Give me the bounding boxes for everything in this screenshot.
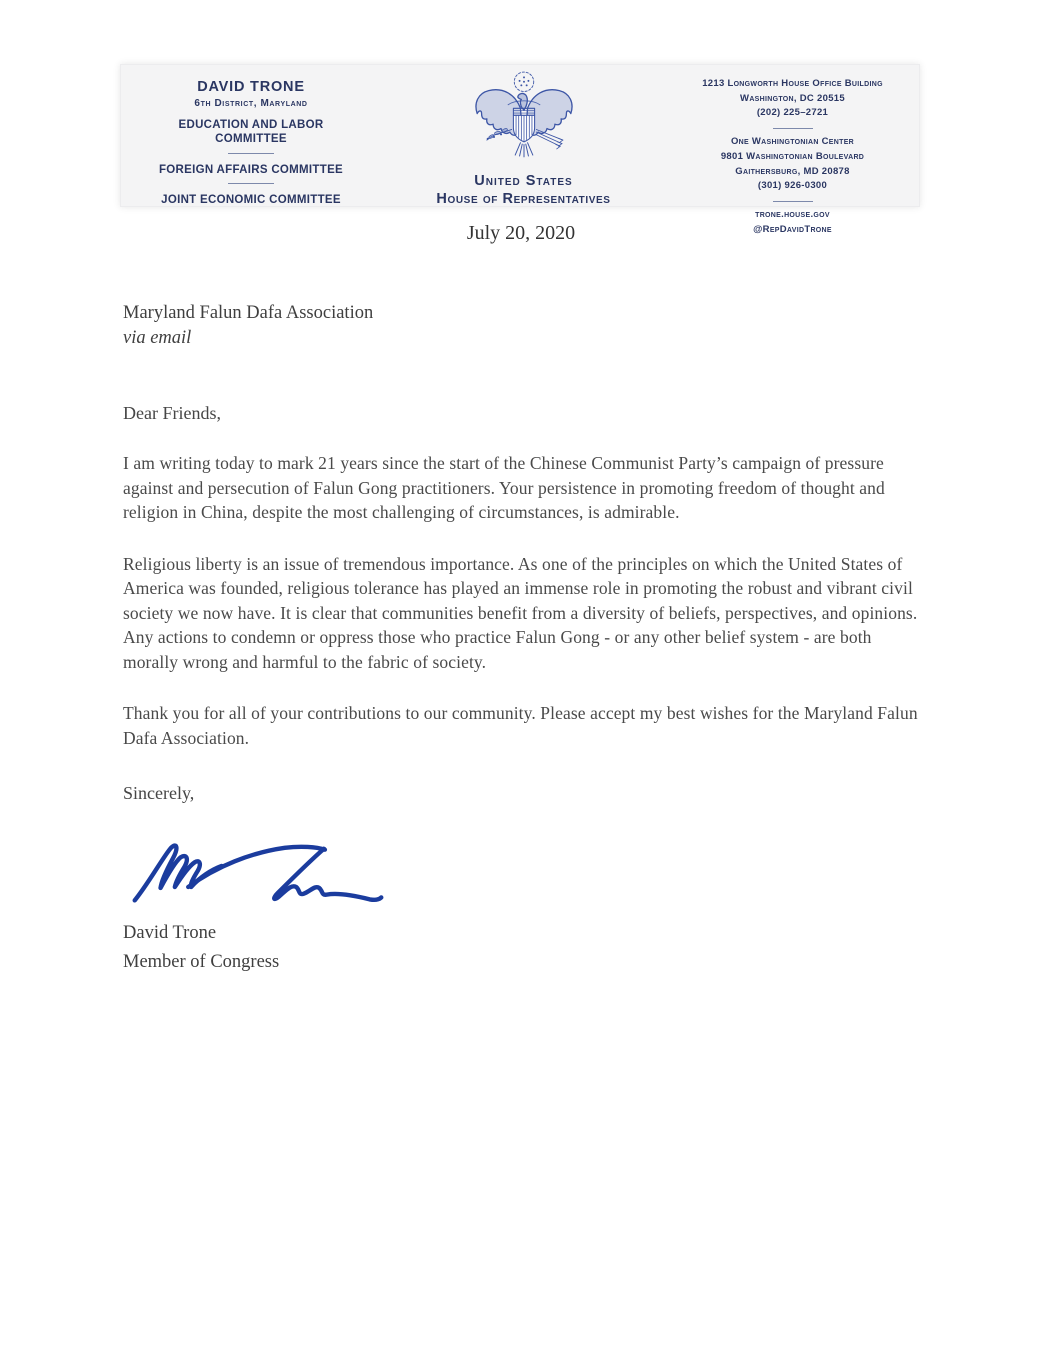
seal-caption (436, 172, 610, 208)
website: trone.house.gov (755, 209, 830, 221)
paragraph: Thank you for all of your contributions to our community. Please accept my best wishes for the Maryland Falun Dafa Association. (123, 703, 918, 748)
divider (773, 128, 813, 129)
closing: Sincerely, (123, 783, 195, 803)
divider (228, 183, 274, 184)
signer-title: Member of Congress (123, 952, 280, 972)
office-gaithersburg (665, 135, 920, 194)
office-line: (202) 225–2721 (756, 107, 829, 119)
office-line: Washington, DC 20515 (740, 92, 845, 104)
committee-item: EDUCATION AND LABOR COMMITTEE (178, 119, 324, 146)
office-line: 9801 Washingtonian Boulevard (720, 150, 865, 162)
signer-name: David Trone (123, 923, 217, 943)
office-line: Gaithersburg, MD 20878 (735, 165, 850, 177)
paragraph: I am writing today to mark 21 years since the start of the Chinese Communist Party’s campaign of pressure against and persecution of Falun Gong practitioners. Your persistence in promoting freedom of thought and religion in China, despite the most challenging of circumstances, is admirable. (123, 453, 885, 522)
member-info-block (120, 64, 382, 207)
paragraph: Religious liberty is an issue of tremendous importance. As one of the principles on which the United States of America was founded, religious tolerance has played an immense role in promoting the robust and vibrant civil society we now have. It is clear that communities benefit from a diversity of beliefs, perspectives, and opinions. Any actions to condemn or oppress those who practice Falun Gong - or any other belief system - are both morally wrong and harmful to the fabric of society. (123, 553, 918, 672)
letter-date: July 20, 2020 (466, 222, 576, 244)
office-addresses-block (665, 64, 920, 235)
recipient-name: Maryland Falun Dafa Association (123, 303, 374, 323)
office-dc (665, 77, 920, 121)
social-handle: @RepDavidTrone (753, 223, 832, 235)
member-district: 6th District, Maryland (194, 98, 308, 109)
divider (228, 153, 274, 154)
office-line: (301) 926-0300 (757, 180, 828, 192)
seal-caption-line2: House of Representatives (436, 191, 611, 208)
recipient-block (123, 301, 919, 351)
committee-item: FOREIGN AFFAIRS COMMITTEE (158, 163, 344, 176)
letter-body (123, 222, 919, 977)
signature-block (123, 919, 919, 977)
divider (773, 201, 813, 202)
house-eagle-seal-icon (471, 69, 577, 172)
handwritten-signature (129, 822, 919, 913)
seal-caption-line1: United States (474, 173, 573, 189)
office-line: 1213 Longworth House Office Building (702, 78, 883, 89)
committee-item: JOINT ECONOMIC COMMITTEE (161, 194, 341, 207)
salutation: Dear Friends, (123, 403, 221, 423)
delivery-method: via email (123, 328, 192, 348)
seal-block (382, 64, 665, 207)
office-line: One Washingtonian Center (730, 136, 855, 148)
member-name: DAVID TRONE (197, 79, 305, 95)
